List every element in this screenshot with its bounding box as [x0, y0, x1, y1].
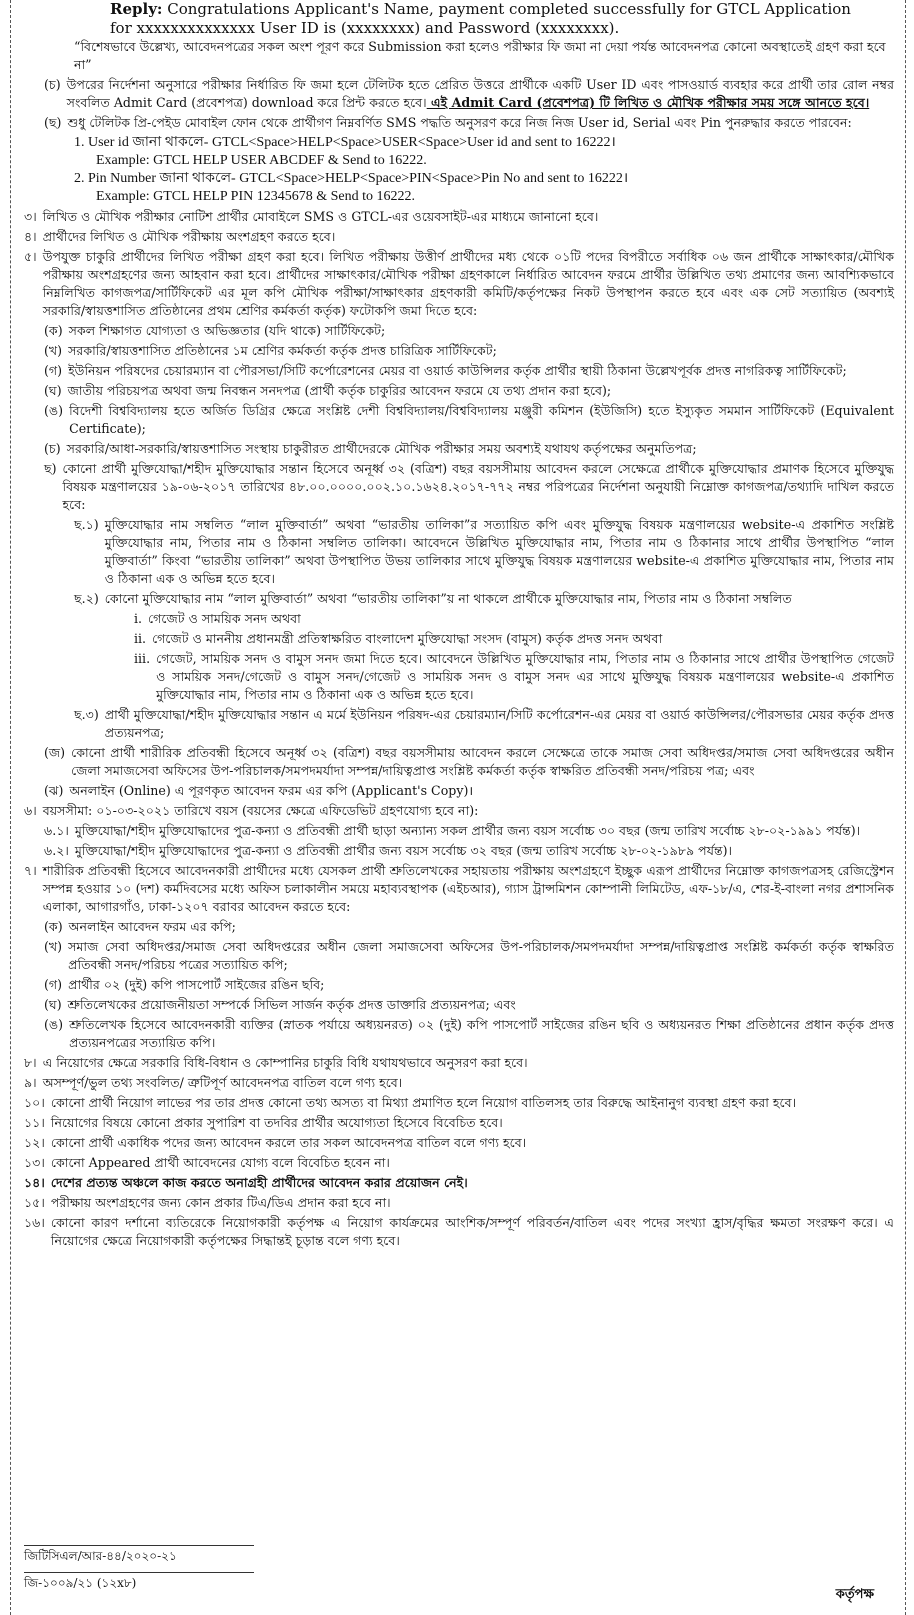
item-number: ১৪।: [24, 1175, 45, 1190]
item-number: ছ): [44, 461, 57, 476]
item-number: i.: [134, 611, 143, 626]
item-number: ৫।: [24, 249, 37, 264]
item-number: (চ): [44, 441, 61, 456]
sub5-ka: [24, 322, 894, 340]
sms-pin: 2. Pin Number জানা থাকলে- GTCL<Space>HELP<Space>PIN<Space>Pin No and sent to 16222।: [74, 171, 629, 186]
item-text: উপযুক্ত চাকুরি প্রার্থীদের লিখিত পরীক্ষা গ্রহণ করা হবে। লিখিত পরীক্ষায় উত্তীর্ণ প্রার্থীদের মধ্য থেকে ০১টি পদের বিপরীতে সর্বাধিক ০৬ জন প্রার্থীকে সাক্ষাৎকার/মৌখিক পরীক্ষায় অংশগ্রহণের জন্য আহবান করা হবে। প্রার্থীদের সাক্ষাৎকার/মৌখিক পরীক্ষা গ্রহণকালে নির্ধারিত আবেদন ফরমে প্রার্থীর উল্লিখিত তথ্য প্রমাণের জন্য আবশ্যিকভাবে নিম্নলিখিত কাগজপত্র/সার্টিফিকেট এর মূল কপি মৌখিক পরীক্ষা/সাক্ষাৎকার গ্রহণকারী কমিটি/কর্তৃপক্ষের নিকট উপস্থাপন করতে হবে এবং এক সেট সত্যায়িত (অবশ্যই সরকারি/স্বায়ত্তশাসিত প্রতিষ্ঠানের প্রথম শ্রেণির কর্মকর্তা কর্তৃক) ফটোকপি জমা দিতে হবে:: [42, 249, 894, 318]
sms-user-id: 1. User id জানা থাকলে- GTCL<Space>HELP<Space>USER<Space>User id and sent to 16222।: [74, 135, 616, 150]
footer-ref-1: জিটিসিএল/আর-৪৪/২০২০-২১: [24, 1549, 177, 1563]
chha-sub-1: [24, 516, 894, 588]
item-text: লিখিত ও মৌখিক পরীক্ষার নোটিশ প্রার্থীর মোবাইলে SMS ও GTCL-এর ওয়েবসাইট-এর মাধ্যমে জানানো হবে।: [42, 209, 599, 224]
item-number: ১৫।: [24, 1195, 45, 1210]
item-text: মুক্তিযোদ্ধার নাম সম্বলিত “লাল মুক্তিবার্তা” অথবা “ভারতীয় তালিকা”র সত্যায়িত কপি এবং মুক্তিযুদ্ধ বিষয়ক মন্ত্রণালয়ের website-এ প্রকাশিত সংশ্লিষ্ট মুক্তিযোদ্ধার নাম, পিতার নাম ও ঠিকানা সম্বলিত তালিকা। আবেদনে উল্লিখিত মুক্তিযোদ্ধার নাম, পিতার নাম ও ঠিকানার সাথে প্রার্থীর উপস্থাপিত “লাল মুক্তিবার্তা” কিংবা “ভারতীয় তালিকা” অথবা উপস্থাপিত উভয় তালিকার সাথে মুক্তিযুদ্ধ বিষয়ক মন্ত্রণালয়ের website-এ প্রকাশিত মুক্তিযোদ্ধার নাম, পিতার নাম ও ঠিকানা এক ও অভিন্ন হতে হবে।: [104, 517, 894, 586]
item-number: (ঘ): [44, 997, 62, 1012]
footer: [24, 1545, 884, 1602]
chha-sub-3: [24, 706, 894, 742]
item-number: (ছ): [44, 115, 62, 130]
reply-note: “বিশেষভাবে উল্লেখ্য, আবেদনপত্রের সকল অংশ পূরণ করে Submission করা হলেও পরীক্ষার ফি জমা না দেয়া পর্যন্ত আবেদনপত্র কোনো অবস্থাতেই গ্রহণ করা হবে না”: [74, 39, 886, 72]
item-text: সরকারি/আধা-সরকারি/স্বায়ত্তশাসিত সংস্থায় চাকুরীরত প্রার্থীদেরকে মৌখিক পরীক্ষার সময় অবশ্যই যথাযথ কর্তৃপক্ষের অনুমতিপত্র;: [66, 441, 697, 456]
item-16: [24, 1214, 894, 1250]
item-text: জাতীয় পরিচয়পত্র অথবা জন্ম নিবন্ধন সনদপত্র (প্রার্থী কর্তৃক চাকুরির আবেদন ফরমে যে তথ্য প্রদান করা হবে);: [67, 383, 612, 398]
item-9: [24, 1074, 894, 1092]
roman-ii: [24, 630, 894, 648]
item-text: কোনো প্রার্থী একাধিক পদের জন্য আবেদন করলে তার সকল আবেদনপত্র বাতিল বলে গণ্য হবে।: [50, 1135, 527, 1150]
seven-ga: [24, 976, 894, 994]
age-sub-1: [24, 822, 894, 840]
item-text: সকল শিক্ষাগত যোগ্যতা ও অভিজ্ঞতার (যদি থাকে) সার্টিফিকেট;: [68, 323, 386, 338]
item-number: ১৬।: [24, 1215, 45, 1230]
item-number: (ঝ): [44, 783, 64, 798]
item-text: মুক্তিযোদ্ধা/শহীদ মুক্তিযোদ্ধাদের পুত্র-কন্যা ও প্রতিবন্ধী প্রার্থী ছাড়া অন্যান্য সকল প্রার্থীর জন্য বয়স সর্বোচ্চ ৩০ বছর (জন্ম তারিখ সর্বোচ্চ ২৮-০২-১৯৯১ পর্যন্ত)।: [74, 823, 861, 838]
item-text: অনলাইন (Online) এ পূরণকৃত আবেদন ফরম এর কপি (Applicant's Copy)।: [69, 783, 474, 798]
item-text: সরকারি/স্বায়ত্তশাসিত প্রতিষ্ঠানের ১ম শ্রেণির কর্মকর্তা কর্তৃক প্রদত্ত চারিত্রিক সার্টিফিকেট;: [68, 343, 497, 358]
item-text: শুধু টেলিটক প্রি-পেইড মোবাইল ফোন থেকে প্রার্থীগণ নিম্নবর্ণিত SMS পদ্ধতি অনুসরণ করে নিজ নিজ User id, Serial এবং Pin পুনরুদ্ধার করতে পারবেন:: [67, 115, 852, 130]
item-text: কোনো Appeared প্রার্থী আবেদনের যোগ্য বলে বিবেচিত হবেন না।: [50, 1155, 390, 1170]
item-number: ৬.১।: [44, 823, 69, 838]
sub5-ga: [24, 362, 894, 380]
item-text: গেজেট ও সাময়িক সনদ অথবা: [148, 611, 301, 626]
item-8: [24, 1054, 894, 1072]
item-number: (খ): [44, 939, 63, 954]
sms-user-id-example: Example: GTCL HELP USER ABCDEF & Send to 16222.: [96, 153, 427, 168]
dashed-cut-line-right: [905, 0, 906, 1615]
item-4: [24, 228, 894, 246]
item-3: [24, 208, 894, 226]
reply-line2: for xxxxxxxxxxxxxx User ID is (xxxxxxxx) and Password (xxxxxxxx).: [110, 19, 620, 37]
item-text: গেজেট, সাময়িক সনদ ও বামুস সনদ জমা দিতে হবে। আবেদনে উল্লিখিত মুক্তিযোদ্ধার নাম, পিতার নাম ও ঠিকানার সাথে প্রার্থীর উপস্থাপিত গেজেট ও সাময়িক সনদ/গেজেট ও বামুস সনদ/গেজেট ও সাময়িক সনদ ও বামুস সনদ এর সাথে মুক্তিযুদ্ধ বিষয়ক মন্ত্রণালয়ের website-এ প্রকাশিত মুক্তিযোদ্ধার নাম, পিতার নাম ও ঠিকানা এক ও অভিন্ন হতে হবে।: [156, 651, 894, 702]
item-text: প্রার্থীদের লিখিত ও মৌখিক পরীক্ষায় অংশগ্রহণ করতে হবে।: [42, 229, 336, 244]
item-number: ১১।: [24, 1115, 45, 1130]
item-text: বয়সসীমা: ০১-০৩-২০২১ তারিখে বয়স (বয়সের ক্ষেত্রে এফিডেভিট গ্রহণযোগ্য হবে না):: [42, 803, 479, 818]
chha-sub-2: [24, 590, 894, 608]
item-ja: [24, 744, 894, 780]
item-10: [24, 1094, 894, 1112]
item-text: শ্রুতিলেখকের প্রয়োজনীয়তা সম্পর্কে সিভিল সার্জন কর্তৃক প্রদত্ত ডাক্তারি প্রত্যয়নপত্র; এবং: [67, 997, 516, 1012]
item-number: ৬.২।: [44, 843, 69, 858]
item-11: [24, 1114, 894, 1132]
sms-reply-block: [24, 0, 894, 38]
item-14: [24, 1174, 894, 1192]
item-number: (খ): [44, 343, 63, 358]
item-text: পরীক্ষায় অংশগ্রহণের জন্য কোন প্রকার টিএ/ডিএ প্রদান করা হবে না।: [50, 1195, 391, 1210]
item-text: কোনো কারণ দর্শানো ব্যতিরেকে নিয়োগকারী কর্তৃপক্ষ এ নিয়োগ কার্যক্রমের আংশিক/সম্পূর্ণ পরিবর্তন/বাতিল এবং পদের সংখ্যা হ্রাস/বৃদ্ধির ক্ষমতা সংরক্ষণ করে। এ নিয়োগের ক্ষেত্রে নিয়োগকারী কর্তৃপক্ষের সিদ্ধান্তই চূড়ান্ত বলে গণ্য হবে।: [50, 1215, 894, 1248]
roman-i: [24, 610, 894, 628]
item-text: কোনো প্রার্থী মুক্তিযোদ্ধা/শহীদ মুক্তিযোদ্ধার সন্তান হিসেবে অনূর্ধ্ব ৩২ (বত্রিশ) বছর বয়সসীমায় আবেদন করলে সেক্ষেত্রে প্রার্থীকে মুক্তিযোদ্ধার প্রমাণক হিসেবে মুক্তিযুদ্ধ বিষয়ক মন্ত্রণালয়ের ১৯-০৬-২০১৭ তারিখের ৪৮.০০.০০০০.০০২.১০.১৬২৪.২০১৭-৭৭২ নম্বর পরিপত্রের নির্দেশনা অনুযায়ী নিম্নোক্ত কাগজপত্র/তথ্যাদি দাখিল করতে হবে:: [62, 461, 894, 512]
item-number: (জ): [44, 745, 66, 760]
seven-gha: [24, 996, 894, 1014]
item-number: ছ.৩): [74, 707, 99, 722]
item-text: কোনো প্রার্থী নিয়োগ লাভের পর তার প্রদত্ত কোনো তথ্য অসত্য বা মিথ্যা প্রমাণিত হলে নিয়োগ বাতিলসহ তার বিরুদ্ধে আইনানুগ ব্যবস্থা গ্রহণ করা হবে।: [50, 1095, 797, 1110]
item-text: বিদেশী বিশ্ববিদ্যালয় হতে অর্জিত ডিগ্রির ক্ষেত্রে সংশ্লিষ্ট দেশী বিশ্ববিদ্যালয়/বিশ্ববিদ্যালয় মঞ্জুরী কমিশন (ইউজিসি) হতে ইস্যুকৃত সমমান সার্টিফিকেট (Equivalent Certificate);: [69, 403, 894, 436]
sms-pin-example: Example: GTCL HELP PIN 12345678 & Send to 16222.: [96, 189, 415, 204]
item-text: দেশের প্রত্যন্ত অঞ্চলে কাজ করতে অনাগ্রহী প্রার্থীদের আবেদন করার প্রয়োজন নেই।: [50, 1175, 468, 1190]
item-number: (ঙ): [44, 403, 64, 418]
item-chha: [24, 114, 894, 132]
admit-card-note: এই Admit Card (প্রবেশপত্র) টি লিখিত ও মৌখিক পরীক্ষার সময় সঙ্গে আনতে হবে।: [426, 95, 870, 110]
item-number: (গ): [44, 977, 63, 992]
item-number: ৪।: [24, 229, 37, 244]
sub5-umo: [24, 402, 894, 438]
item-text: গেজেট ও মাননীয় প্রধানমন্ত্রী প্রতিস্বাক্ষরিত বাংলাদেশ মুক্তিযোদ্ধা সংসদ (বামুস) কর্তৃক প্রদত্ত সনদ অথবা: [152, 631, 663, 646]
item-number: ৬।: [24, 803, 37, 818]
item-15: [24, 1194, 894, 1212]
item-text: শ্রুতিলেখক হিসেবে আবেদনকারী ব্যক্তির (স্নাতক পর্যায়ে অধ্যয়নরত) ০২ (দুই) কপি পাসপোর্ট সাইজের রঙিন ছবি ও অধ্যয়নরত শিক্ষা প্রতিষ্ঠানের প্রধান কর্তৃক প্রদত্ত প্রত্যয়নপত্রের সত্যায়িত কপি।: [69, 1017, 894, 1050]
item-number: ১৩।: [24, 1155, 45, 1170]
item-text: সমাজ সেবা অধিদপ্তর/সমাজ সেবা অধিদপ্তরের অধীন জেলা সমাজসেবা অফিসের উপ-পরিচালক/সমপদমর্যাদা সম্পন্ন/দায়িত্বপ্রাপ্ত সংশ্লিষ্ট কর্মকর্তা কর্তৃক স্বাক্ষরিত প্রতিবন্ধী সনদ/পরিচয় পত্রের সত্যায়িত কপি;: [68, 939, 894, 972]
item-12: [24, 1134, 894, 1152]
reply-line1: Congratulations Applicant's Name, payment completed successfully for GTCL Application: [162, 0, 851, 18]
item-number: ১০।: [24, 1095, 45, 1110]
item-text: প্রার্থীর ০২ (দুই) কপি পাসপোর্ট সাইজের রঙিন ছবি;: [68, 977, 325, 992]
item-text: নিয়োগের বিষয়ে কোনো প্রকার সুপারিশ বা তদবির প্রার্থীর অযোগ্যতা হিসেবে বিবেচিত হবে।: [50, 1115, 503, 1130]
item-cha: [24, 76, 894, 112]
reply-label: Reply:: [110, 0, 163, 18]
item-text: প্রার্থী মুক্তিযোদ্ধা/শহীদ মুক্তিযোদ্ধার সন্তান এ মর্মে ইউনিয়ন পরিষদ-এর চেয়ারম্যান/সিটি কর্পোরেশন-এর মেয়র বা ওয়ার্ড কাউন্সিলর/পৌরসভার মেয়র কর্তৃক প্রদত্ত প্রত্যয়নপত্র;: [104, 707, 894, 740]
item-number: (ক): [44, 323, 63, 338]
seven-kha: [24, 938, 894, 974]
sub5-cha: [24, 440, 894, 458]
item-number: (ক): [44, 919, 63, 934]
authority-signature: কর্তৃপক্ষ: [835, 1587, 874, 1602]
item-text: কোনো প্রার্থী শারীরিক প্রতিবন্ধী হিসেবে অনূর্ধ্ব ৩২ (বত্রিশ) বছর বয়সসীমায় আবেদন করলে সেক্ষেত্রে তাকে সমাজ সেবা অধিদপ্তর/সমাজ সেবা অধিদপ্তরের অধীন জেলা সমাজসেবা অফিসের উপ-পরিচালক/সমপদমর্যাদা সম্পন্ন/দায়িত্বপ্রাপ্ত সংশ্লিষ্ট কর্মকর্তা কর্তৃক স্বাক্ষরিত প্রতিবন্ধী সনদ/পরিচয় পত্র; এবং: [71, 745, 894, 778]
item-number: (গ): [44, 363, 63, 378]
item-13: [24, 1154, 894, 1172]
item-text: শারীরিক প্রতিবন্ধী হিসেবে আবেদনকারী প্রার্থীদের মধ্যে যেসকল প্রার্থী শ্রুতিলেখকের সহায়তায় পরীক্ষায় অংশগ্রহণে ইচ্ছুক এরূপ প্রার্থীদের নিম্নোক্ত কাগজপত্রসহ রেজিস্ট্রেশন সম্পন্ন হওয়ার ১০ (দশ) কর্মদিবসের মধ্যে অফিস চলাকালীন সময়ে মহাব্যবস্থাপক (এইচআর), গ্যাস ট্রান্সমিশন কোম্পানী লিমিটেড, এফ-১৮/এ, শের-ই-বাংলা নগর প্রশাসনিক এলাকা, আগারগাঁও, ঢাকা-১২০৭ বরাবর আবেদন করতে হবে:: [42, 863, 894, 914]
item-jha: [24, 782, 894, 800]
item-number: ছ.১): [74, 517, 99, 532]
item-6: [24, 802, 894, 820]
item-text: ইউনিয়ন পরিষদের চেয়ারম্যান বা পৌরসভা/সিটি কর্পোরেশনের মেয়র বা ওয়ার্ড কাউন্সিলর কর্তৃক প্রার্থীর স্থায়ী ঠিকানা উল্লেখপূর্বক প্রদত্ত নাগরিকত্ব সার্টিফিকেট;: [68, 363, 847, 378]
item-number: ছ.২): [74, 591, 99, 606]
item-number: ১২।: [24, 1135, 45, 1150]
item-7: [24, 862, 894, 916]
footer-ref-box: [24, 1545, 254, 1595]
item-5: [24, 248, 894, 320]
item-number: (চ): [44, 77, 61, 92]
item-text: মুক্তিযোদ্ধা/শহীদ মুক্তিযোদ্ধাদের পুত্র-কন্যা ও প্রতিবন্ধী প্রার্থীর জন্য বয়স সর্বোচ্চ ৩২ বছর (জন্ম তারিখ সর্বোচ্চ ২৮-০২-১৯৮৯ পর্যন্ত)।: [74, 843, 733, 858]
item-text: অনলাইন আবেদন ফরম এর কপি;: [68, 919, 236, 934]
circular-content: [24, 0, 894, 1252]
roman-iii: [24, 650, 894, 704]
sub5-chha: [24, 460, 894, 514]
seven-ka: [24, 918, 894, 936]
item-text: এ নিয়োগের ক্ষেত্রে সরকারি বিধি-বিধান ও কোম্পানির চাকুরি বিধি যথাযথভাবে অনুসরণ করা হবে।: [42, 1055, 528, 1070]
sub5-kha: [24, 342, 894, 360]
item-number: ৩।: [24, 209, 37, 224]
item-number: (ঘ): [44, 383, 62, 398]
age-sub-2: [24, 842, 894, 860]
item-number: iii.: [134, 651, 151, 666]
seven-umo: [24, 1016, 894, 1052]
item-text: অসম্পূর্ণ/ভুল তথ্য সংবলিত/ ত্রুটিপূর্ণ আবেদনপত্র বাতিল বলে গণ্য হবে।: [42, 1075, 403, 1090]
footer-ref-2: জি-১০০৯/২১ (১২x৮): [24, 1572, 254, 1595]
dashed-cut-line-left: [10, 0, 11, 1615]
item-number: ৮।: [24, 1055, 37, 1070]
item-number: ৭।: [24, 863, 37, 878]
item-number: ৯।: [24, 1075, 37, 1090]
sub5-gha: [24, 382, 894, 400]
item-text: উপরের নির্দেশনা অনুসারে পরীক্ষার নির্ধারিত ফি জমা হলে টেলিটক হতে প্রেরিত উত্তরে প্রার্থীকে একটি User ID এবং পাসওয়ার্ড ব্যবহার করে প্রার্থী তার রোল নম্বর সংবলিত Admit Card (প্রবেশপত্র) download করে প্রিন্ট করতে হবে।: [66, 77, 894, 110]
item-number: (ঙ): [44, 1017, 64, 1032]
item-number: ii.: [134, 631, 147, 646]
item-text: কোনো মুক্তিযোদ্ধার নাম “লাল মুক্তিবার্তা” অথবা “ভারতীয় তালিকা”য় না থাকলে প্রার্থীকে মুক্তিযোদ্ধার নাম, পিতার নাম ও ঠিকানা সম্বলিত: [104, 591, 792, 606]
